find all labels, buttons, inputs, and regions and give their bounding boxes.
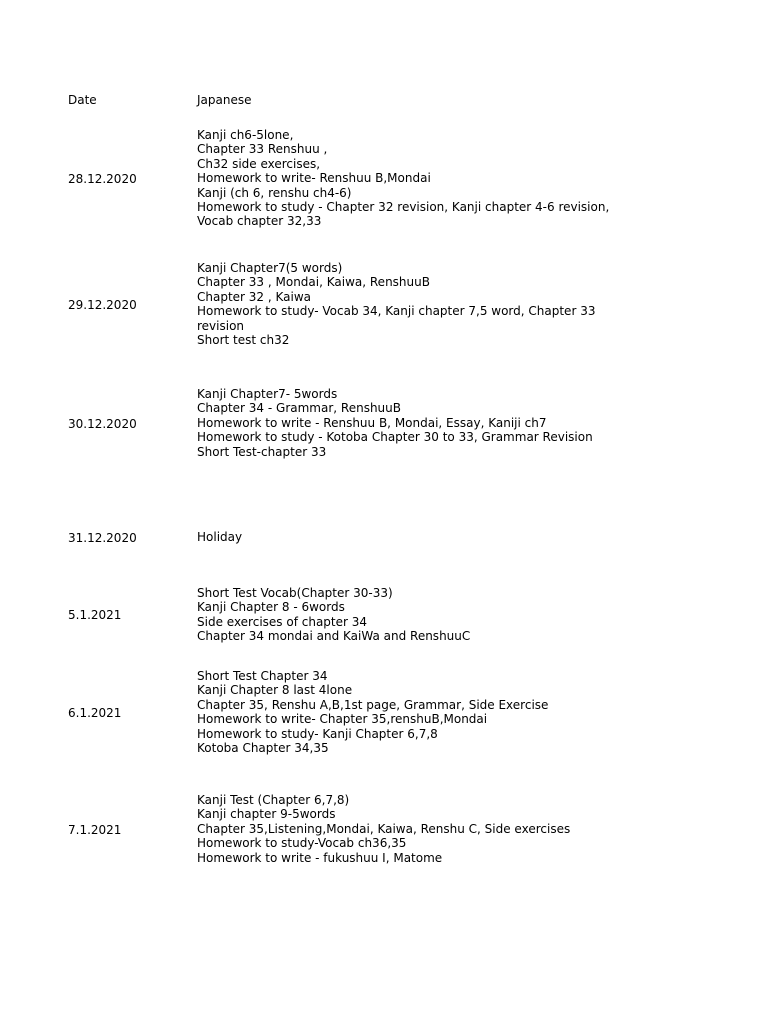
content-line: Kanji Chapter7(5 words) xyxy=(197,261,343,275)
content-line: Homework to study- Kanji Chapter 6,7,8 xyxy=(197,726,438,741)
row-content xyxy=(197,669,617,755)
content-line: Short Test-chapter 33 xyxy=(197,444,327,459)
date-column-header: Date xyxy=(68,93,97,107)
content-line: Homework to write - Renshuu B, Mondai, Essay, Kaniji ch7 xyxy=(197,415,547,430)
row-content xyxy=(197,387,617,459)
content-line: Kanji (ch 6, renshu ch4-6) xyxy=(197,185,352,200)
content-line: Short Test Vocab(Chapter 30-33) xyxy=(197,586,393,600)
content-line: Short test ch32 xyxy=(197,332,290,347)
content-line: Ch32 side exercises, xyxy=(197,156,321,171)
row-date: 31.12.2020 xyxy=(68,530,137,545)
table-row xyxy=(0,793,768,866)
content-line: Kanji Chapter 8 - 6words xyxy=(197,600,345,615)
content-line: Chapter 35,Listening,Mondai, Kaiwa, Renshu C, Side exercises xyxy=(197,821,571,836)
content-line: Homework to write - fukushuu I, Matome xyxy=(197,850,443,865)
table-row xyxy=(0,387,768,460)
row-content xyxy=(197,128,617,229)
row-content xyxy=(197,586,617,644)
row-date: 7.1.2021 xyxy=(68,822,122,837)
content-line: Homework to study - Kotoba Chapter 30 to 33, Grammar Revision xyxy=(197,430,593,445)
content-line: Vocab chapter 32,33 xyxy=(197,214,322,229)
table-row xyxy=(0,530,768,545)
row-date: 29.12.2020 xyxy=(68,297,137,312)
content-line: Homework to study - Chapter 32 revision, Kanji chapter 4-6 revision, xyxy=(197,199,610,214)
row-content xyxy=(197,530,617,544)
content-line: Kanji Test (Chapter 6,7,8) xyxy=(197,793,350,807)
content-line: Kanji Chapter 8 last 4lone xyxy=(197,683,353,698)
content-line: Kotoba Chapter 34,35 xyxy=(197,740,329,755)
row-date: 5.1.2021 xyxy=(68,607,122,622)
row-date: 30.12.2020 xyxy=(68,416,137,431)
content-line: Kanji Chapter7- 5words xyxy=(197,387,338,401)
table-row xyxy=(0,669,768,756)
content-line: Homework to write- Renshuu B,Mondai xyxy=(197,171,431,186)
table-header xyxy=(0,93,768,109)
content-line: Homework to study- Vocab 34, Kanji chapter 7,5 word, Chapter 33 xyxy=(197,304,596,319)
content-line: Chapter 35, Renshu A,B,1st page, Grammar, Side Exercise xyxy=(197,697,549,712)
content-line: Holiday xyxy=(197,530,243,544)
row-content xyxy=(197,261,617,347)
content-line: Side exercises of chapter 34 xyxy=(197,614,368,629)
content-line: Homework to write- Chapter 35,renshuB,Mondai xyxy=(197,712,488,727)
content-line: revision xyxy=(197,318,245,333)
content-line: Chapter 33 , Mondai, Kaiwa, RenshuuB xyxy=(197,275,430,290)
content-line: Chapter 34 - Grammar, RenshuuB xyxy=(197,401,401,416)
row-content xyxy=(197,793,617,865)
content-line: Chapter 34 mondai and KaiWa and RenshuuC xyxy=(197,629,471,644)
subject-column-header: Japanese xyxy=(197,93,252,107)
content-line: Kanji ch6-5lone, xyxy=(197,128,294,142)
content-line: Chapter 33 Renshuu , xyxy=(197,142,328,157)
row-date: 6.1.2021 xyxy=(68,705,122,720)
table-row xyxy=(0,261,768,348)
table-row xyxy=(0,128,768,229)
content-line: Short Test Chapter 34 xyxy=(197,669,328,683)
table-row xyxy=(0,586,768,644)
content-line: Kanji chapter 9-5words xyxy=(197,807,336,822)
content-line: Homework to study-Vocab ch36,35 xyxy=(197,836,407,851)
content-line: Chapter 32 , Kaiwa xyxy=(197,289,312,304)
row-date: 28.12.2020 xyxy=(68,171,137,186)
